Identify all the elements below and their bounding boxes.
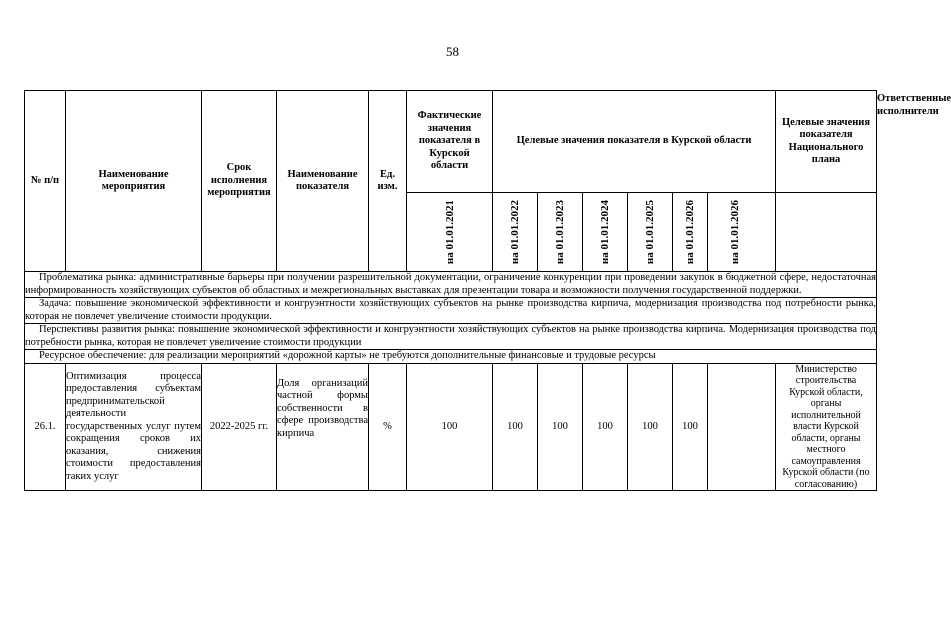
header-unit: Ед. изм. xyxy=(369,91,407,272)
row-value-2023: 100 xyxy=(538,363,583,491)
row-indicator: Доля организаций частной формы собственности в сфере производства кирпича xyxy=(277,363,369,491)
header-num: № п/п xyxy=(25,91,66,272)
band-problem: Проблематика рынка: административные барьеры при получении разрешительной документации, ограничение конкуренции при проведении закупок в бюджетной сфере, недостаточная информированность хозяйствующих субъектов об областных и межрегиональных выставках для презентации товара и возможности получения государственной поддержки. xyxy=(25,272,877,296)
header-indicator-name: Наименование показателя xyxy=(277,91,369,272)
row-national xyxy=(708,363,776,491)
header-date-actual: на 01.01.2021 xyxy=(407,193,493,272)
row-value-2022: 100 xyxy=(493,363,538,491)
header-event-name: Наименование мероприятия xyxy=(66,91,202,272)
header-date-2025: на 01.01.2025 xyxy=(628,193,673,272)
band-task: Задача: повышение экономической эффективности и конгруэнтности хозяйствующих субъектов на рынке производства кирпича, модернизация производства под потребности рынка, которая не повлечет увеличение стоимости продукции. xyxy=(25,298,877,322)
header-date-2023: на 01.01.2023 xyxy=(538,193,583,272)
page-number: 58 xyxy=(446,44,459,59)
header-date-2024: на 01.01.2024 xyxy=(583,193,628,272)
header-target-values: Целевые значения показателя в Курской области xyxy=(493,91,776,193)
band-prospects: Перспективы развития рынка: повышение экономической эффективности и конгруэнтности хозяйствующих субъектов на рынке производства кирпича. Модернизация производства под потребности рынка, которая не повлечет увеличение стоимости продукции xyxy=(25,324,877,348)
row-value-2024: 100 xyxy=(583,363,628,491)
header-national-plan: Целевые значения показателя Национального плана xyxy=(776,91,877,193)
row-responsible: Министерство строительства Курской области, органы исполнительной власти Курской области, органы местного самоуправления Курской области (по согласованию) xyxy=(776,363,877,491)
roadmap-table: № п/п Наименование мероприятия Срок исполнения мероприятия Наименование показателя Ед. изм. Фактические значения показателя в Курской области Целевые значения показателя в Курской области Целевые значения показателя Национального плана Ответственные исполнители на 01.01.2021 на 01.01.2022 на 01.01.2023 на 01.01.2024 на 01.01.2025 на 01.01.2026 на 01.01.2026 Проблематика рынка: административные барьеры при получении разрешительной документации, ограничение конкуренции при проведении закупок в бюджетной сфере, недостаточная информированность хозяйствующих субъектов об областных и межрегиональных выставках для презентации товара и возможности получения государственной поддержки. Задача: повышение экономической эффективности и конгруэнтности хозяйствующих субъектов на рынке производства кирпича, модернизация производства под потребности рынка, которая не повлечет увеличение стоимости продукции. Перспективы развития рынка: повышение экономической эффективности и конгруэнтности хозяйствующих субъектов на рынке производства кирпича. Модернизация производства под потребности рынка, которая не повлечет увеличение стоимости продукции Ресурсное обеспечение: для реализации мероприятий «дорожной карты» не требуются дополнительные финансовые и трудовые ресурсы 26.1. Оптимизация процесса предоставления субъектам предпринимательской деятельности государственных услуг путем сокращения сроков их оказания, снижения стоимости предоставления таких услуг 2022-2025 гг. Доля организаций частной формы собственности в сфере производства кирпича % 100 100 100 100 100 100 Министерство строительства Курской области, органы исполнительной власти Курской области, органы местного самоуправления Курской области (по согласованию) xyxy=(24,90,877,491)
row-num: 26.1. xyxy=(25,363,66,491)
header-date-2026: на 01.01.2026 xyxy=(673,193,708,272)
header-actual-values: Фактические значения показателя в Курской области xyxy=(407,91,493,193)
row-actual: 100 xyxy=(407,363,493,491)
header-deadline: Срок исполнения мероприятия xyxy=(202,91,277,272)
band-resources: Ресурсное обеспечение: для реализации мероприятий «дорожной карты» не требуются дополнительные финансовые и трудовые ресурсы xyxy=(25,350,877,364)
row-value-2025: 100 xyxy=(628,363,673,491)
header-date-national: на 01.01.2026 xyxy=(708,193,776,272)
row-unit: % xyxy=(369,363,407,491)
row-deadline: 2022-2025 гг. xyxy=(202,363,277,491)
header-date-2022: на 01.01.2022 xyxy=(493,193,538,272)
row-event: Оптимизация процесса предоставления субъектам предпринимательской деятельности государственных услуг путем сокращения сроков их оказания, снижения стоимости предоставления таких услуг xyxy=(66,363,202,491)
row-value-2026: 100 xyxy=(673,363,708,491)
